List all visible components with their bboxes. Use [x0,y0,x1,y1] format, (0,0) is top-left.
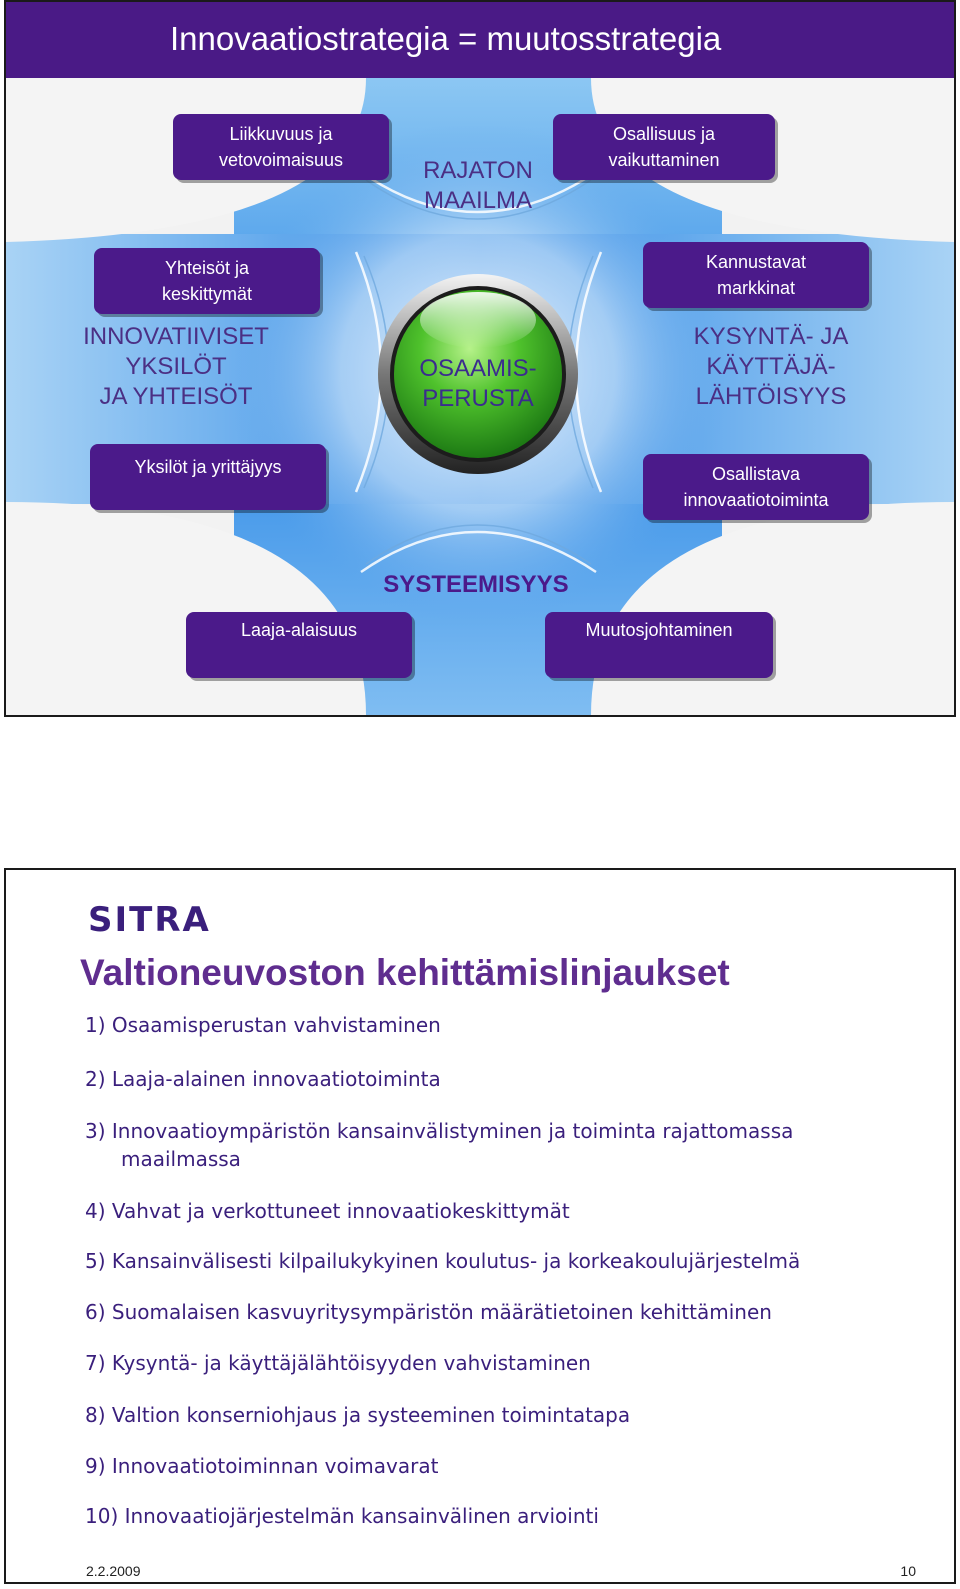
label-kysynta [646,322,896,412]
list-item: 8) Valtion konserniohjaus ja systeeminen toimintatapa [85,1403,631,1427]
box-line: Osallisuus ja [612,124,716,144]
box-line: Laaja-alaisuus [240,620,358,640]
box-line: innovaatiotoiminta [683,490,829,510]
page-number: 10 [900,1563,916,1579]
list-item: maailmassa [121,1147,241,1171]
list-item: 4) Vahvat ja verkottuneet innovaatiokeskittymät [85,1199,570,1223]
list-item: 2) Laaja-alainen innovaatiotoiminta [85,1067,441,1091]
box-line: keskittymät [161,284,253,304]
list-item: 7) Kysyntä- ja käyttäjälähtöisyyden vahvistaminen [85,1351,591,1375]
box-line: Yhteisöt ja [164,258,250,278]
box-line: markkinat [716,278,796,298]
list-item: 6) Suomalaisen kasvuyritysympäristön määrätietoinen kehittäminen [85,1300,772,1324]
list-item: 5) Kansainvälisesti kilpailukykyinen koulutus- ja korkeakoulujärjestelmä [85,1249,801,1273]
label-rajaton-maailma [378,156,578,216]
slide-strategy [4,0,956,717]
box-line: Muutosjohtaminen [585,620,733,640]
label-line: PERUSTA [422,385,534,412]
label-systeemisyys [346,570,606,600]
box-line: Osallistava [711,464,801,484]
list-item: 1) Osaamisperustan vahvistaminen [85,1013,441,1037]
box-line: Yksilöt ja yrittäjyys [134,457,282,477]
label-line: KYSYNTÄ- JA [693,323,849,350]
box-muutosjohtaminen [545,612,773,678]
box-liikkuvuus [173,114,389,180]
list-item: 10) Innovaatiojärjestelmän kansainvälinen arviointi [85,1504,599,1528]
label-line: INNOVATIIVISET [83,323,269,350]
label-line: LÄHTÖISYYS [695,383,847,410]
label-line: JA YHTEISÖT [99,383,253,410]
box-yhteisot [94,248,320,314]
slide-linjaukset [4,868,956,1584]
box-laaja-alaisuus [186,612,412,678]
list-item: 3) Innovaatioympäristön kansainvälistyminen ja toiminta rajattomassa [85,1119,794,1143]
box-line: vaikuttaminen [608,150,720,170]
label-line: KÄYTTÄJÄ- [706,353,836,380]
slide-date: 2.2.2009 [86,1563,141,1579]
box-line: vetovoimaisuus [218,150,344,170]
label-line: OSAAMIS- [419,355,537,382]
title-bar [6,2,954,78]
label-innovatiiviset [46,322,306,412]
label-osaamisperusta [378,354,578,414]
slide-title: Valtioneuvoston kehittämislinjaukset [80,952,730,993]
slide-title: Innovaatiostrategia = muutosstrategia [170,20,722,57]
box-yksilot-yrittajyys [90,444,326,510]
label-line: YKSILÖT [125,353,227,380]
box-line: Liikkuvuus ja [229,124,333,144]
box-kannustavat [643,242,869,308]
list-item: 9) Innovaatiotoiminnan voimavarat [85,1454,439,1478]
box-line: Kannustavat [705,252,807,272]
label-line: SYSTEEMISYYS [383,571,569,598]
label-line: RAJATON [423,157,533,184]
label-line: MAAILMA [423,187,533,214]
sitra-logo: SITRA [88,900,211,940]
box-osallisuus [553,114,775,180]
box-osallistava [643,454,869,520]
